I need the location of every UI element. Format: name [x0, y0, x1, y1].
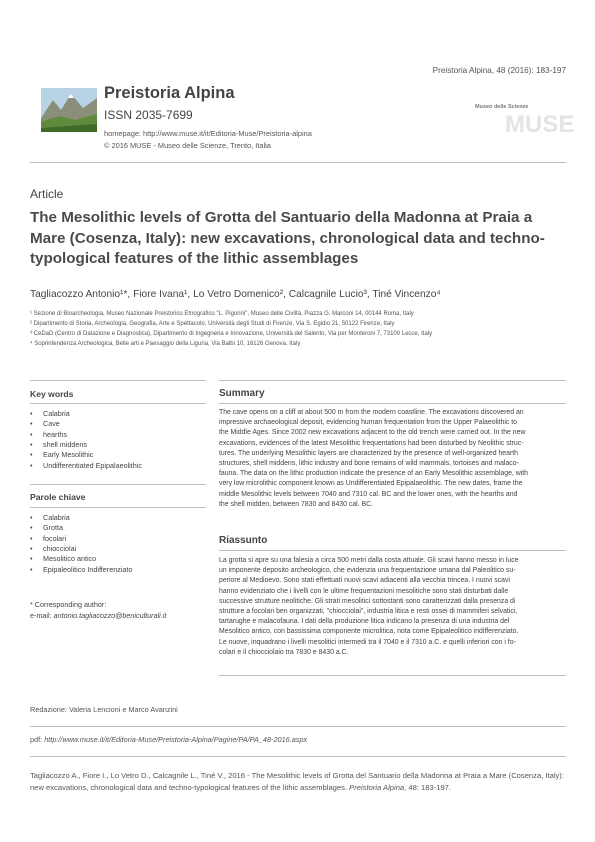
- parola-chiave-item: • Grotta: [30, 523, 132, 533]
- article-title: The Mesolithic levels of Grotta del Santuario della Madonna at Praia a Mare (Cosenza, Italy): new excavations, chronological data and techno-typological features of the lithic assemblages: [30, 209, 545, 267]
- summary-rule: [219, 403, 566, 404]
- affiliation-4: ⁴ Soprintendenza Archeologica, Belle arti e Paesaggio della Liguria, Via Balbi 10, 16126 Genova, Italy: [30, 341, 301, 347]
- summary-line: the shell midden, between 7830 and 8430 cal. BC.: [219, 500, 373, 508]
- riassunto-line: La grotta si apre su una falesia a circa 500 metri dalla costa attuale. Gli scavi hanno messo in luce: [219, 557, 519, 564]
- corresponding-author-label: * Corresponding author:: [30, 600, 107, 609]
- email-label: e-mail:: [30, 611, 54, 620]
- citation-volume: , 48: 183-197.: [404, 782, 452, 792]
- footer-rule-1: [30, 726, 566, 727]
- summary-line: impressive archaeological deposit, evidencing human frequentation from the Upper Palaeolithic to: [219, 419, 517, 427]
- pdf-link[interactable]: http://www.muse.it/it/Editoria-Muse/Preistoria-Alpina/Pagine/PA/PA_48-2016.aspx: [44, 735, 308, 744]
- parole-rule: [30, 507, 206, 508]
- header-divider: [30, 162, 566, 163]
- summary-line: structures, shell middens, lithic industry and bone remains of wild mammals, tortoises and malaco-: [219, 460, 519, 468]
- keyword-item: • Cave: [30, 419, 142, 429]
- affiliation-1: ¹ Sezione di Bioarcheologia, Museo Nazionale Preistorico Etnografico "L. Pigorini", Museo delle Civiltà, Piazza G. Marconi 14, 00144 Roma, Italy: [30, 311, 414, 317]
- keywords-rule: [30, 403, 206, 404]
- journal-cover-image: [41, 88, 97, 132]
- corresponding-email-line: [30, 611, 166, 620]
- parola-chiave-item: • Epipaleolitico Indifferenziato: [30, 565, 132, 575]
- muse-logo: [465, 98, 575, 138]
- riassunto-line: Le nuove, inquadrano i livelli mesolitici intermedi tra il 7040 e il 7310 a.C. e quelli inferiori con i fo-: [219, 638, 516, 646]
- summary-line: very low microlithic component known as Undifferentiated Epipalaeolithic. The new dates, frame the: [219, 480, 523, 488]
- journal-title: Preistoria Alpina: [104, 84, 235, 102]
- summary-heading: Summary: [219, 388, 265, 399]
- keyword-item: • Undifferentiated Epipalaeolithic: [30, 461, 142, 471]
- riassunto-line: colari e il chiocciolaio tra 7830 e 8430 a.C.: [219, 648, 349, 656]
- riassunto-heading: Riassunto: [219, 535, 268, 546]
- pdf-label: pdf:: [30, 735, 45, 744]
- affiliation-3: ³ CeDaD (Centro di Datazione e Diagnostica), Dipartimento di Ingegneria e Innovazione, Università del Salento, Via per Monteroni 7, 73100 Lecce, Italy: [30, 331, 433, 337]
- footer-rule-2: [30, 756, 566, 757]
- summary-line: excavations, evidences of the latest Mesolithic frequentations had been disturbed by Neolithic struc-: [219, 439, 524, 447]
- parola-chiave-item: • Calabria: [30, 513, 132, 523]
- pdf-link-line: [30, 735, 307, 744]
- muse-logo-text: Museo delle Scienze: [475, 104, 529, 110]
- parole-chiave-heading: Parole chiave: [30, 492, 86, 502]
- riassunto-line: periore al Medioevo. Sono stati effettuati nuovi scavi adiacenti alla vecchia trincea. I nuovi scavi: [219, 577, 510, 585]
- journal-copyright: © 2016 MUSE - Museo delle Scienze, Trento, Italia: [104, 141, 271, 150]
- citation-text: Tagliacozzo A., Fiore I., Lo Vetro D., Calcagnile L., Tiné V., 2016 - The Mesolithic levels of Grotta del Santuario della Madonna at Praia a Mare (Cosenza, Italy): new excavations, chronological data and techno-typological features of the lithic assemblages.: [30, 771, 564, 792]
- summary-top-rule: [219, 380, 566, 381]
- muse-logo-mark: MUSE: [505, 111, 575, 138]
- summary-text: [219, 408, 566, 510]
- riassunto-line: un imponente deposito archeologico, che evidenzia una frequentazione umana dal Paleolitico su-: [219, 567, 516, 575]
- article-authors: Tagliacozzo Antonio¹*, Fiore Ivana¹, Lo Vetro Domenico², Calcagnile Lucio³, Tiné Vincenzo⁴: [30, 289, 441, 300]
- article-type: Article: [30, 187, 64, 201]
- journal-reference: Preistoria Alpina, 48 (2016): 183-197: [432, 66, 566, 75]
- keyword-item: • shell middens: [30, 440, 142, 450]
- parola-chiave-item: • focolari: [30, 534, 132, 544]
- riassunto-rule: [219, 550, 566, 551]
- affiliation-2: ² Dipartimento di Storia, Archeologia, Geografia, Arte e Spettacolo, Università degli Studi di Firenze, Via S. Egidio 21, 50122 Firenze, Italy: [30, 321, 395, 327]
- citation-journal: Preistoria Alpina: [349, 782, 405, 792]
- keyword-item: • Calabria: [30, 409, 142, 419]
- parola-chiave-item: • chiocciolai: [30, 544, 132, 554]
- parole-top-rule: [30, 484, 206, 485]
- keywords-heading: Key words: [30, 389, 74, 399]
- editors-note: Redazione: Valeria Lencioni e Marco Avanzini: [30, 705, 178, 714]
- email-link[interactable]: antonio.tagliacozzo@beniculturali.it: [53, 611, 167, 620]
- summary-line: tures. The underlying Mesolithic layers are characterized by the presence of well-organized hearth: [219, 449, 519, 457]
- riassunto-line: strutture a focolari ben organizzati, "chiocciolai", industria litica e resti ossei di mammiferi selvatici,: [219, 608, 518, 616]
- journal-homepage[interactable]: homepage: http://www.muse.it/it/Editoria-Muse/Preistoria-alpina: [104, 129, 312, 138]
- sidebar-top-rule: [30, 380, 206, 381]
- riassunto-line: hanno evidenziato che i livelli con le ultime frequentazioni mesolitiche sono stati disturbati dalle: [219, 587, 509, 595]
- keyword-item: • hearths: [30, 430, 142, 440]
- summary-line: The cave opens on a cliff at about 500 m from the modern coastline. The excavations discovered an: [219, 409, 524, 416]
- riassunto-line: Mesolitico antico, con bassissima componente microlitica, nota come Epipaleolitico indifferenziato.: [219, 628, 519, 636]
- journal-issn: ISSN 2035-7699: [104, 108, 193, 122]
- summary-line: fauna. The data on the lithic production indicate the presence of an Early Mesolithic assemblage, with: [219, 470, 528, 478]
- parola-chiave-item: • Mesolitico antico: [30, 554, 132, 564]
- keywords-list: [30, 409, 142, 471]
- riassunto-line: successive strutture neolitiche. Gli strati mesolitici sottostanti sono caratterizzati dalla presenza di: [219, 597, 516, 605]
- summary-line: the Middle Ages. Since 2002 new excavations adjacent to the old trench were carried out. In the new: [219, 429, 526, 437]
- keyword-item: • Early Mesolithic: [30, 450, 142, 460]
- riassunto-line: tartarughe e malacofauna. I dati della produzione litica indicano la presenza di una industria del: [219, 618, 510, 626]
- riassunto-text: [219, 556, 566, 658]
- parole-chiave-list: [30, 513, 132, 575]
- citation: [30, 770, 566, 793]
- riassunto-bottom-rule: [219, 675, 566, 676]
- summary-line: middle Mesolithic levels between 7040 and 7310 cal. BC and the lower ones, with the hearths and: [219, 490, 518, 498]
